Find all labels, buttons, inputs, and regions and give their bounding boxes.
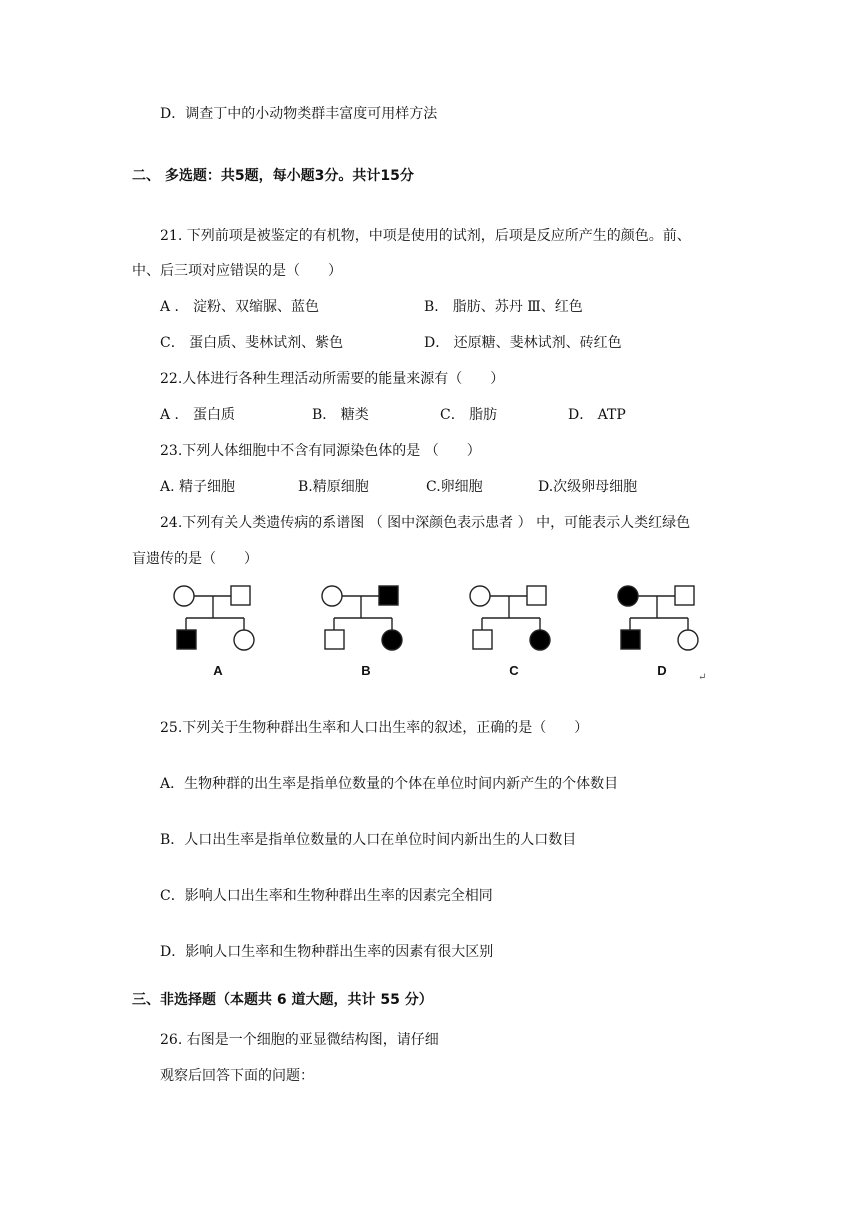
q22-option-c: C． 脂肪 [440, 407, 498, 423]
q21-stem-line1: 21. 下列前项是被鉴定的有机物，中项是使用的试剂，后项是反应所产生的颜色。前、 [160, 228, 691, 244]
q25-option-a: A．生物种群的出生率是指单位数量的个体在单位时间内新产生的个体数目 [160, 776, 619, 792]
q22-stem: 22.人体进行各种生理活动所需要的能量来源有（ ） [160, 371, 505, 387]
q25-option-c: C．影响人口出生率和生物种群出生率的因素完全相同 [160, 888, 493, 904]
q22-option-d: D． ATP [568, 407, 626, 423]
q21-option-b: B． 脂肪、苏丹 Ⅲ、红色 [424, 299, 583, 315]
q24-stem-line2: 盲遗传的是（ ） [132, 551, 258, 567]
daughter-symbol [382, 630, 402, 650]
section2-heading: 二、 多选题：共5题，每小题3分。共计15分 [132, 168, 414, 184]
pedigree-label: B [361, 663, 371, 678]
mother-symbol [618, 586, 638, 606]
pedigree-a [174, 586, 254, 678]
q24-stem-line1: 24.下列有关人类遗传病的系谱图 （ 图中深颜色表示患者 ） 中，可能表示人类红绿色 [160, 515, 691, 531]
q25-stem: 25.下列关于生物种群出生率和人口出生率的叙述，正确的是（ ） [160, 720, 589, 736]
mother-symbol [322, 586, 342, 606]
q23-option-b: B.精原细胞 [298, 479, 369, 495]
pedigree-label: A [213, 663, 223, 678]
q20-option-d: D．调查丁中的小动物类群丰富度可用样方法 [160, 106, 438, 122]
q25-option-b: B．人口出生率是指单位数量的人口在单位时间内新出生的人口数目 [160, 832, 577, 848]
father-symbol [675, 586, 694, 605]
father-symbol [379, 586, 398, 605]
son-symbol [621, 630, 640, 649]
section3-heading: 三、非选择题（本题共 6 道大题，共计 55 分） [132, 992, 433, 1008]
pedigree-label: C [509, 663, 519, 678]
son-symbol [473, 630, 492, 649]
q21-option-d: D． 还原糖、斐林试剂、砖红色 [424, 335, 622, 351]
daughter-symbol [530, 630, 550, 650]
mother-symbol [174, 586, 194, 606]
q23-stem: 23.下列人体细胞中不含有同源染色体的是 （ ） [160, 443, 481, 459]
q25-option-d: D．影响人口生率和生物种群出生率的因素有很大区别 [160, 944, 494, 960]
pedigree-d [618, 586, 698, 678]
q23-option-c: C.卵细胞 [426, 479, 483, 495]
q21-option-a: A ． 淀粉、双缩脲、蓝色 [160, 299, 320, 315]
q22-option-a: A ． 蛋白质 [160, 407, 236, 423]
q23-option-d: D.次级卵母细胞 [538, 479, 638, 495]
son-symbol [177, 630, 196, 649]
q22-option-b: B． 糖类 [312, 407, 369, 423]
q21-stem-line2: 中、后三项对应错误的是（ ） [132, 263, 342, 279]
daughter-symbol [234, 630, 254, 650]
q21-option-c: C． 蛋白质、斐林试剂、紫色 [160, 335, 344, 351]
father-symbol [527, 586, 546, 605]
pedigree-b [322, 586, 402, 678]
q23-option-a: A. 精子细胞 [160, 479, 236, 495]
father-symbol [231, 586, 250, 605]
pedigree-c [470, 586, 550, 678]
return-mark: ↵ [698, 672, 706, 683]
mother-symbol [470, 586, 490, 606]
q26-stem-line1: 26. 右图是一个细胞的亚显微结构图，请仔细 [160, 1032, 439, 1048]
pedigree-figure [158, 572, 706, 684]
son-symbol [325, 630, 344, 649]
pedigree-label: D [657, 663, 667, 678]
q26-stem-line2: 观察后回答下面的问题： [160, 1068, 314, 1084]
daughter-symbol [678, 630, 698, 650]
